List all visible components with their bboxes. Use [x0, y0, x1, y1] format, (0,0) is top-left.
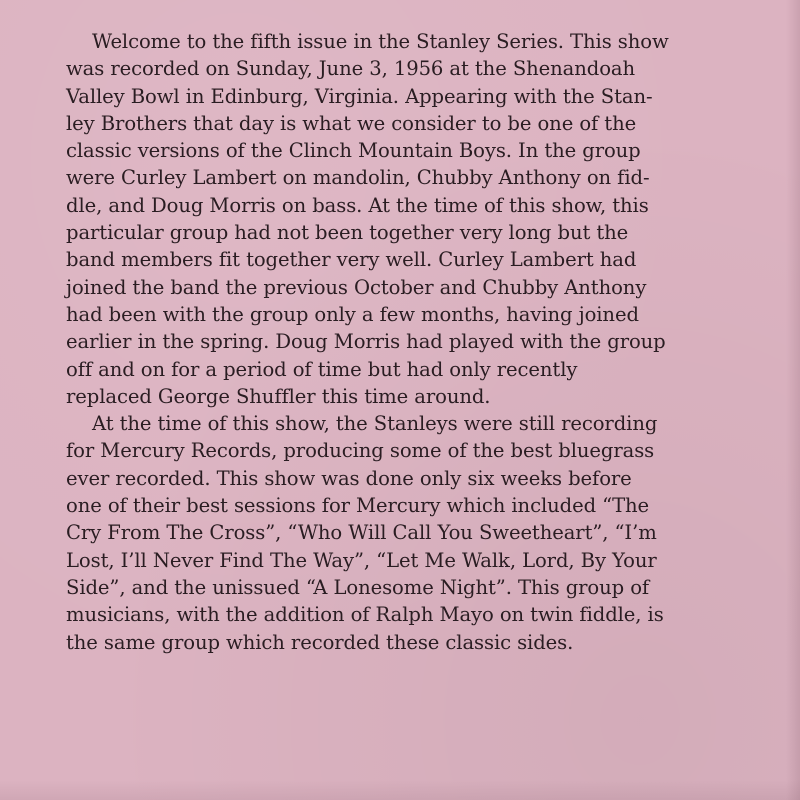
- text-line: was recorded on Sunday, June 3, 1956 at the Shenandoah: [66, 57, 636, 81]
- page-edge-shadow: [786, 0, 800, 800]
- text-line: classic versions of the Clinch Mountain Boys. In the group: [66, 139, 641, 163]
- page-bottom-shadow: [0, 780, 800, 800]
- text-line: Lost, I’ll Never Find The Way”, “Let Me Walk, Lord, By Your: [66, 548, 657, 572]
- text-line: At the time of this show, the Stanleys were still recording: [92, 412, 658, 436]
- text-line: had been with the group only a few months, having joined: [66, 302, 639, 326]
- text-line: ley Brothers that day is what we consider to be one of the: [66, 111, 637, 135]
- paragraph-2: [66, 410, 716, 656]
- text-line: joined the band the previous October and Chubby Anthony: [66, 275, 647, 299]
- text-line: band members fit together very well. Curley Lambert had: [66, 248, 637, 272]
- text-line: dle, and Doug Morris on bass. At the time of this show, this: [66, 193, 649, 217]
- text-line: replaced George Shuffler this time around.: [66, 384, 491, 408]
- text-line: earlier in the spring. Doug Morris had played with the group: [66, 330, 666, 354]
- liner-notes-text: [66, 28, 716, 656]
- text-line: one of their best sessions for Mercury which included “The: [66, 494, 650, 518]
- text-line: off and on for a period of time but had only recently: [66, 357, 578, 381]
- text-line: the same group which recorded these classic sides.: [66, 630, 574, 654]
- text-line: ever recorded. This show was done only six weeks before: [66, 466, 632, 490]
- text-line: Valley Bowl in Edinburg, Virginia. Appearing with the Stan-: [66, 84, 653, 108]
- text-line: were Curley Lambert on mandolin, Chubby Anthony on fid-: [66, 166, 650, 190]
- text-line: for Mercury Records, producing some of the best bluegrass: [66, 439, 655, 463]
- text-line: particular group had not been together very long but the: [66, 221, 629, 245]
- text-line: Side”, and the unissued “A Lonesome Night”. This group of: [66, 575, 650, 599]
- text-line: Cry From The Cross”, “Who Will Call You Sweetheart”, “I’m: [66, 521, 657, 545]
- paragraph-1: [66, 28, 716, 410]
- text-line: Welcome to the fifth issue in the Stanley Series. This show: [92, 30, 669, 53]
- text-line: musicians, with the addition of Ralph Mayo on twin fiddle, is: [66, 603, 664, 627]
